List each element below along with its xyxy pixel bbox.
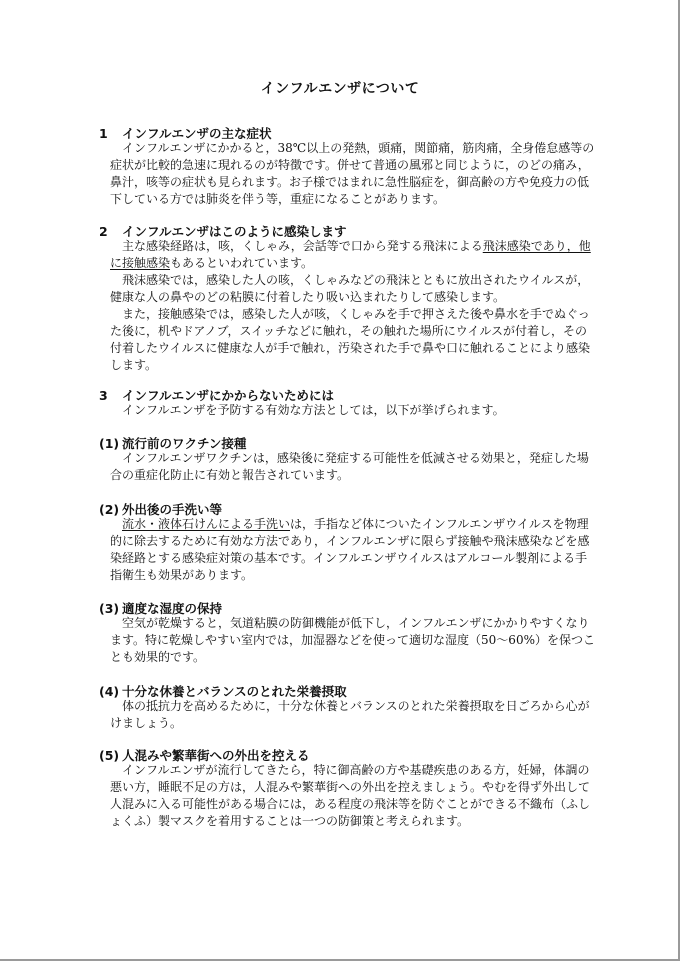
paragraph-line: ょくふ）製マスクを着用することは一つの防御策と考えられます。	[110, 814, 470, 828]
subsection-title: 適度な湿度の保持	[122, 601, 223, 616]
subsection-title: 流行前のワクチン接種	[122, 436, 247, 451]
paragraph-line: とも効果的です。	[110, 650, 206, 664]
underlined-text: に接触感染	[110, 256, 171, 270]
subsection-number: (3)	[99, 601, 120, 616]
subsection-number: (1)	[99, 436, 120, 451]
paragraph-text: もあるといわれています。	[170, 256, 314, 270]
paragraph-line: 鼻汁，咳等の症状も見られます。お子様ではまれに急性脳症を，御高齢の方や免疫力の低	[110, 175, 590, 189]
paragraph-line: します。	[110, 358, 158, 372]
paragraph-text: は，手指など体についたインフルエンザウイルスを物理	[290, 517, 589, 531]
paragraph-line: 合の重症化防止に有効と報告されています。	[110, 468, 350, 482]
paragraph-line: また，接触感染では，感染した人が咳，くしゃみを手で押さえた後や鼻水を手でぬぐっ	[122, 307, 590, 321]
subsection-title: 外出後の手洗い等	[122, 502, 223, 517]
paragraph-line: インフルエンザを予防する有効な方法としては，以下が挙げられます。	[122, 403, 505, 417]
page-title: インフルエンザについて	[260, 81, 420, 97]
paragraph-line: インフルエンザが流行してきたら，特に御高齢の方や基礎疾患のある方，妊婦，体調の	[122, 763, 590, 777]
section-title: インフルエンザにかからないためには	[122, 388, 335, 403]
paragraph-line: インフルエンザにかかると，38℃以上の発熱，頭痛，関節痛，筋肉痛，全身倦怠感等の	[122, 141, 595, 155]
paragraph-line: た後に，机やドアノブ，スイッチなどに触れ，その触れた場所にウイルスが付着し，その	[110, 324, 588, 338]
paragraph-line	[122, 238, 591, 255]
paragraph-line: 人混みに入る可能性がある場合には，ある程度の飛沫等を防ぐことができる不織布（ふし	[110, 797, 591, 811]
paragraph-line: インフルエンザワクチンは，感染後に発症する可能性を低減させる効果と，発症した場	[122, 451, 589, 465]
section-number: 3	[99, 388, 108, 403]
subsection-title: 人混みや繁華街への外出を控える	[122, 748, 310, 763]
paragraph-line: ます。特に乾燥しやすい室内では，加湿器などを使って適切な湿度（50～60%）を保つこ	[110, 633, 595, 647]
paragraph-line: 染経路とする感染症対策の基本です。インフルエンザウイルスはアルコール製剤による手	[110, 551, 588, 565]
paragraph-line: 健康な人の鼻やのどの粘膜に付着したり吸い込まれたりして感染します。	[110, 290, 506, 304]
underlined-text: 飛沫感染であり，他	[482, 239, 591, 253]
paragraph-line: 空気が乾燥すると，気道粘膜の防御機能が低下し，インフルエンザにかかりやすくなり	[122, 616, 590, 630]
section-title: インフルエンザの主な症状	[122, 126, 272, 141]
subsection-number: (2)	[99, 502, 120, 517]
paragraph-line: 症状が比較的急速に現れるのが特徴です。併せて普通の風邪と同じように，のどの痛み，	[110, 158, 590, 172]
section-title: インフルエンザはこのように感染します	[122, 224, 347, 239]
paragraph-line	[110, 255, 313, 272]
section-number: 2	[99, 224, 108, 239]
paragraph-line: 下している方では肺炎を伴う等，重症になることがあります。	[110, 192, 446, 206]
subsection-title: 十分な休養とバランスのとれた栄養摂取	[122, 684, 347, 699]
underlined-text: 流水・液体石けんによる手洗い	[122, 517, 291, 531]
subsection-number: (5)	[99, 748, 120, 763]
paragraph-line: 的に除去するために有効な方法であり，インフルエンザに限らず接触や飛沫感染などを感	[110, 534, 590, 548]
paragraph-line	[122, 516, 589, 533]
paragraph-line: 悪い方，睡眠不足の方は，人混みや繁華街への外出を控えましょう。やむを得ず外出して	[110, 780, 591, 794]
paragraph-line: けましょう。	[110, 716, 183, 730]
paragraph-line: 飛沫感染では，感染した人の咳，くしゃみなどの飛沫とともに放出されたウイルスが，	[122, 273, 590, 287]
paragraph-line: 体の抵抗力を高めるために，十分な休養とバランスのとれた栄養摂取を日ごろから心が	[122, 699, 590, 713]
subsection-number: (4)	[99, 684, 120, 699]
paragraph-line: 付着したウイルスに健康な人が手で触れ，汚染された手で鼻や口に触れることにより感染	[110, 341, 591, 355]
paragraph-line: 指衛生も効果があります。	[110, 568, 254, 582]
paragraph-text: 主な感染経路は，咳，くしゃみ，会話等で口から発する飛沫による	[122, 239, 483, 253]
section-number: 1	[99, 126, 108, 141]
